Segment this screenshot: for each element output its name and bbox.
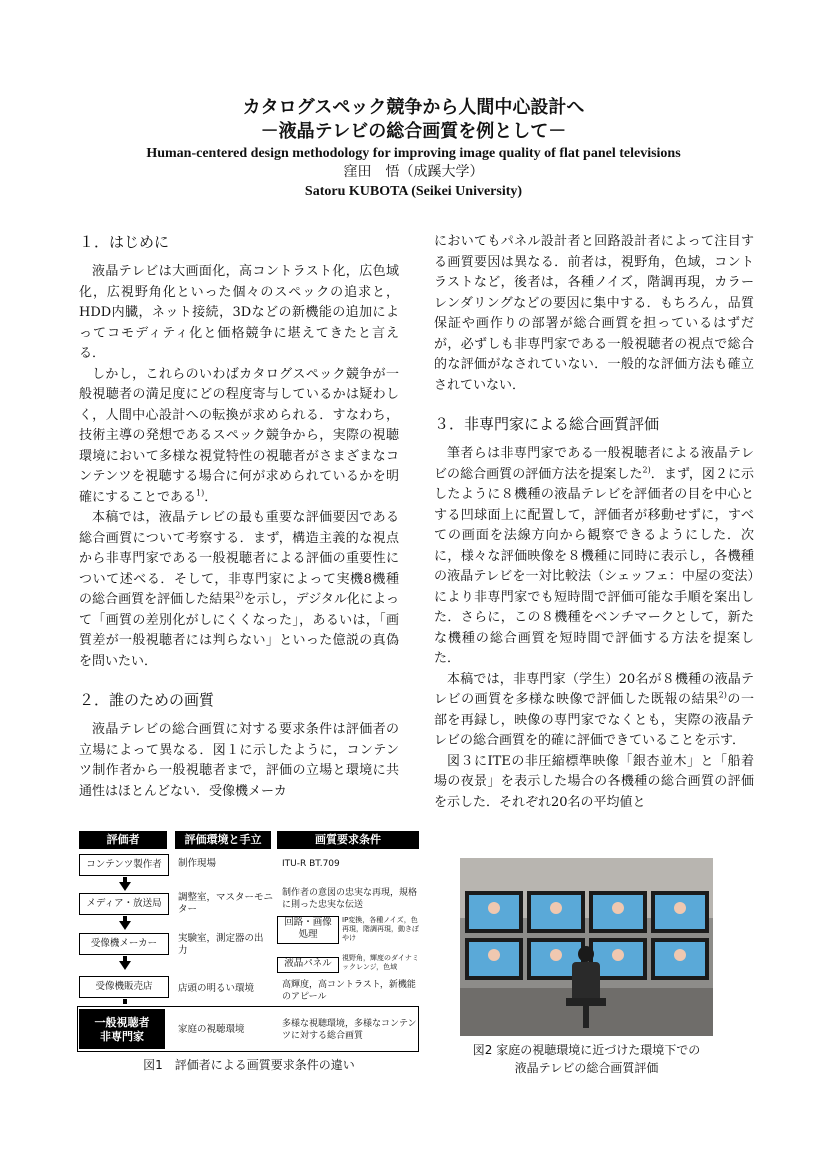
- env-control-room: 調整室，マスターモニター: [178, 892, 274, 915]
- ref-2b: 2): [642, 465, 651, 475]
- s3-p1b: ．まず，図２に示したように８機種の液晶テレビを評価者の目を中心とする凹球面上に配置して，評価者が移動せずに，すべての画面を法線方向から観察できるようにした．次に，様々な評価映像を８機種に同時に表示し，各機種の液晶テレビを一対比較法（シェッフェ：中屋の変法）により非専門家でも短時間で評価可能な手順を案出した．さらに，この８機種をベンチマークとして，新たな機種の総合画質を短時間で評価する方法を提案した．: [434, 466, 754, 666]
- section2-heading: ２．誰のための画質: [79, 691, 215, 709]
- figure1-caption: 図1 評価者による画質要求条件の違い: [143, 1058, 355, 1072]
- env-home: 家庭の視聴環境: [178, 1024, 245, 1035]
- arrow-stem: [123, 999, 127, 1004]
- section1-paragraph2: [79, 365, 399, 509]
- section1-paragraph1: 液晶テレビは大画面化，高コントラスト化，広色域化，広視野角化といった個々のスペックの追求と，HDD内臓，ネット接続，3Dなどの新機能の追加によってコモディティ化と価格競争に堪えてきたと言える．: [79, 264, 399, 361]
- sub-circuit-detail: IP変換，各種ノイズ，色再現，階調再現，動きぼやけ: [342, 916, 419, 942]
- fig1-header-evaluator: 評価者: [79, 831, 167, 849]
- req-faithful: 制作者の意図の忠実な再現，規格に則った忠実な伝送: [282, 888, 418, 910]
- author-jp: 窪田 悟（成蹊大学）: [343, 164, 484, 180]
- s1-p2-end: ．: [204, 489, 218, 505]
- fig1-header-requirements: 画質要求条件: [277, 831, 419, 849]
- section3-heading: ３．非専門家による総合画質評価: [434, 415, 660, 433]
- author-en: Satoru KUBOTA (Seikei University): [304, 184, 523, 199]
- title-en: Human-centered design methodology for improving image quality of flat panel televisions: [146, 146, 681, 161]
- section1-heading: １．はじめに: [79, 233, 170, 251]
- sub-panel-box: 液晶パネル: [277, 957, 339, 973]
- sub-circuit-line1: 回路・画像: [284, 917, 332, 928]
- section2-continuation: においてもパネル設計者と回路設計者によって注目する画質要因は異なる．前者は，視野角，色域，コントラストなど，後者は，各種ノイズ，階調再現，カラーレンダリングなどの要因に集中する．もちろん，品質保証や画作りの部署が総合画質を担っているはずだが，必ずしも非専門家である一般視聴者の視点で総合的な評価がなされていない．一般的な評価方法も確立されていない．: [434, 234, 754, 393]
- section2-paragraph1: 液晶テレビの総合画質に対する要求条件は評価者の立場によって異なる．図１に示したように，コンテンツ制作者から一般視聴者まで，評価の立場と環境に共通性はほとんどない．受像機メーカ: [79, 722, 399, 799]
- ref-2a: 2): [235, 590, 244, 600]
- role-tv-maker: 受像機メーカー: [79, 933, 169, 955]
- s3-p1a: 筆者らは非専門家である一般視聴者による液晶テレビの総合画質の評価方法を提案した: [434, 446, 754, 482]
- section3-paragraph3: 図３にITEの非圧縮標準映像「銀杏並木」と「船着場の夜景」を表示した場合の各機種の総合画質の評価を示した．それぞれ20名の平均値と: [434, 753, 754, 810]
- env-production: 制作現場: [178, 858, 217, 869]
- ref-1: 1): [196, 488, 205, 498]
- s3-p2b: の一部を再録し，映像の専門家でなくとも，実際の液晶テレビの総合画質を的確に評価できていることを示す．: [434, 692, 754, 748]
- figure2-caption-line2: 液晶テレビの総合画質評価: [514, 1061, 659, 1075]
- title-jp-line1: カタログスペック競争から人間中心設計へ: [242, 97, 585, 118]
- role-media-broadcaster: メディア・放送局: [79, 893, 169, 915]
- fig1-header-environment: 評価環境と手立: [175, 831, 271, 849]
- final-role-line1: 一般視聴者: [94, 1016, 150, 1029]
- arrow-down-icon: [119, 961, 131, 970]
- left-column: [79, 232, 399, 802]
- role-tv-retailer: 受像機販売店: [79, 976, 169, 998]
- role-general-viewer: [79, 1009, 165, 1049]
- req-home: 多様な視聴環境，多様なコンテンツに対する総合画質: [282, 1019, 417, 1041]
- title-jp-line2: －液晶テレビの総合画質を例として－: [260, 121, 567, 142]
- section3-paragraph2: [434, 670, 754, 752]
- env-store: 店頭の明るい環境: [178, 983, 255, 994]
- section3-paragraph1: [434, 444, 754, 670]
- req-itu: ITU-R BT.709: [282, 859, 340, 869]
- figure2-caption: [440, 1041, 733, 1077]
- arrow-down-icon: [119, 882, 131, 891]
- req-retail: 高輝度，高コントラスト，新機能のアピール: [282, 980, 416, 1002]
- sub-circuit-box: [277, 916, 339, 944]
- figure1-diagram: [79, 831, 419, 1076]
- env-lab: 実験室，測定器の出力: [178, 933, 264, 956]
- arrow-down-icon: [119, 921, 131, 930]
- section1-paragraph3: [79, 508, 399, 672]
- right-column: [434, 232, 754, 813]
- title-block: [0, 96, 827, 201]
- sub-panel-detail: 視野角，輝度のダイナミックレンジ，色域: [342, 954, 419, 971]
- ref-2c: 2): [718, 690, 727, 700]
- figure2-photo: [460, 858, 713, 1036]
- final-role-line2: 非専門家: [100, 1030, 144, 1043]
- role-content-creator: コンテンツ製作者: [79, 854, 169, 876]
- s1-p3a: 本稿では，液晶テレビの最も重要な評価要因である総合画質について考察する．まず，構造主義的な視点から非専門家である一般視聴者による評価の重要性について述べる．そして，非専門家によって実機8機種の総合画質を評価した結果: [79, 510, 399, 607]
- s3-p2a: 本稿では，非専門家（学生）20名が８機種の液晶テレビの画質を多様な映像で評価した既報の結果: [434, 671, 754, 707]
- figure2-caption-line1: 図2 家庭の視聴環境に近づけた環境下での: [472, 1043, 701, 1057]
- s1-p3b: を示し，デジタル化によって「画質の差別化がしにくくなった」，あるいは，「画質差が一般視聴者には判らない」といった億説の真偽を問いたい．: [79, 592, 399, 669]
- s1-p2-text: しかし，これらのいわばカタログスペック競争が一般視聴者の満足度にどの程度寄与しているかは疑わしく，人間中心設計への転換が求められる．すなわち，技術主導の発想であるスペック競争から，実際の視聴環境において多様な視覚特性の視聴者がさまざまなコンテンツを視聴する場合に何が求められているかを明確にすることである: [79, 366, 399, 505]
- sub-circuit-line2: 処理: [298, 929, 318, 940]
